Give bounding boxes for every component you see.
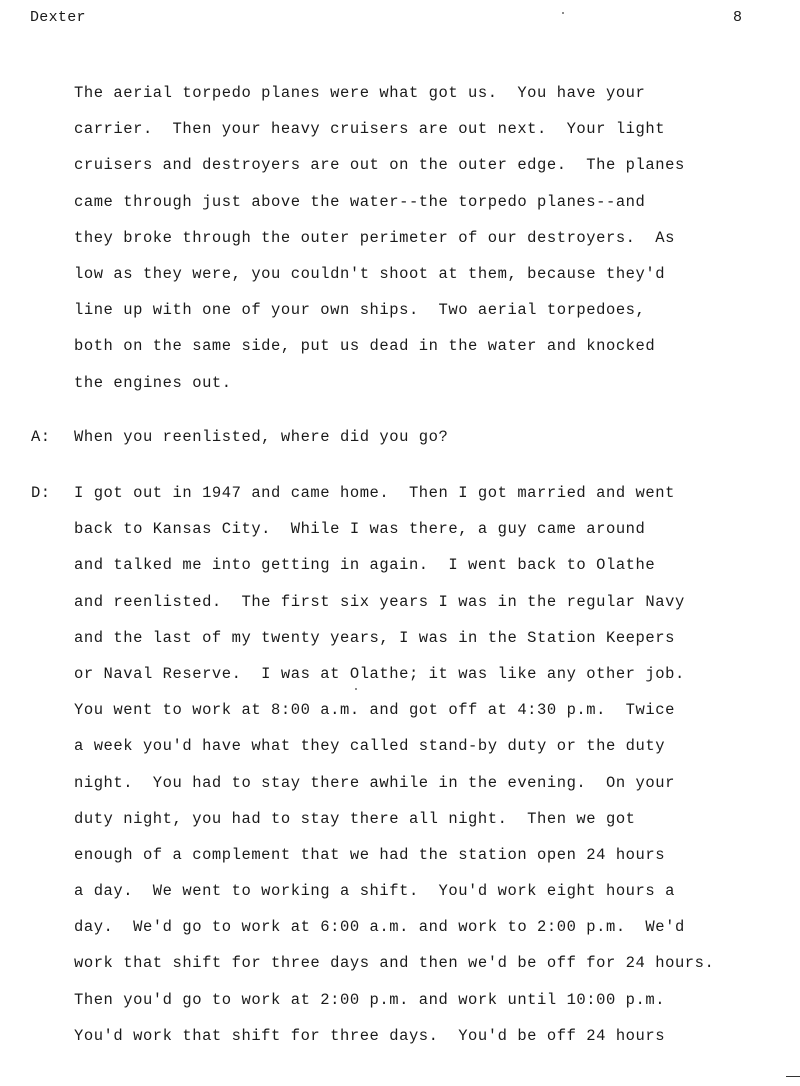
speaker-label-dexter: D: [31,484,51,502]
text-line: day. We'd go to work at 6:00 a.m. and work to 2:00 p.m. We'd [74,918,685,937]
text-line: enough of a complement that we had the station open 24 hours [74,845,666,864]
text-line: work that shift for three days and then we'd be off for 24 hours. [74,954,715,973]
paragraph-narrative [74,75,794,401]
scan-edge-mark [786,1076,800,1077]
text-line: The aerial torpedo planes were what got us. You have your [74,84,646,102]
answer-text [74,475,794,1054]
scan-speck [562,12,564,14]
text-line: night. You had to stay there awhile in the evening. On your [74,773,675,792]
text-line: the engines out. [74,373,232,392]
text-line: duty night, you had to stay there all night. Then we got [74,809,636,828]
text-line: I got out in 1947 and came home. Then I got married and went [74,484,675,502]
text-line: low as they were, you couldn't shoot at them, because they'd [74,264,666,283]
question-text [74,419,794,455]
text-line: You'd work that shift for three days. You'd be off 24 hours [74,1026,666,1045]
text-line: You went to work at 8:00 a.m. and got off at 4:30 p.m. Twice [74,701,675,720]
text-line: When you reenlisted, where did you go? [74,428,449,446]
text-line: carrier. Then your heavy cruisers are out next. Your light [74,120,666,139]
text-line: Then you'd go to work at 2:00 p.m. and work until 10:00 p.m. [74,990,666,1009]
text-line: came through just above the water--the torpedo planes--and [74,192,646,211]
text-line: a day. We went to working a shift. You'd work eight hours a [74,882,675,901]
speaker-label-interviewer: A: [31,428,51,446]
header-name: Dexter [30,9,86,26]
text-line: line up with one of your own ships. Two aerial torpedoes, [74,301,646,320]
text-line: and the last of my twenty years, I was in the Station Keepers [74,628,675,647]
text-line: both on the same side, put us dead in the water and knocked [74,337,656,356]
text-line: a week you'd have what they called stand-by duty or the duty [74,737,666,756]
text-line: and reenlisted. The first six years I was in the regular Navy [74,592,685,611]
text-line: or Naval Reserve. I was at Olathe; it was like any other job. [74,664,685,683]
page-number: 8 [733,9,743,26]
text-line: back to Kansas City. While I was there, a guy came around [74,520,646,539]
text-line: and talked me into getting in again. I went back to Olathe [74,556,656,575]
text-line: cruisers and destroyers are out on the outer edge. The planes [74,156,685,175]
scan-speck [355,688,357,690]
text-line: they broke through the outer perimeter of our destroyers. As [74,228,675,247]
